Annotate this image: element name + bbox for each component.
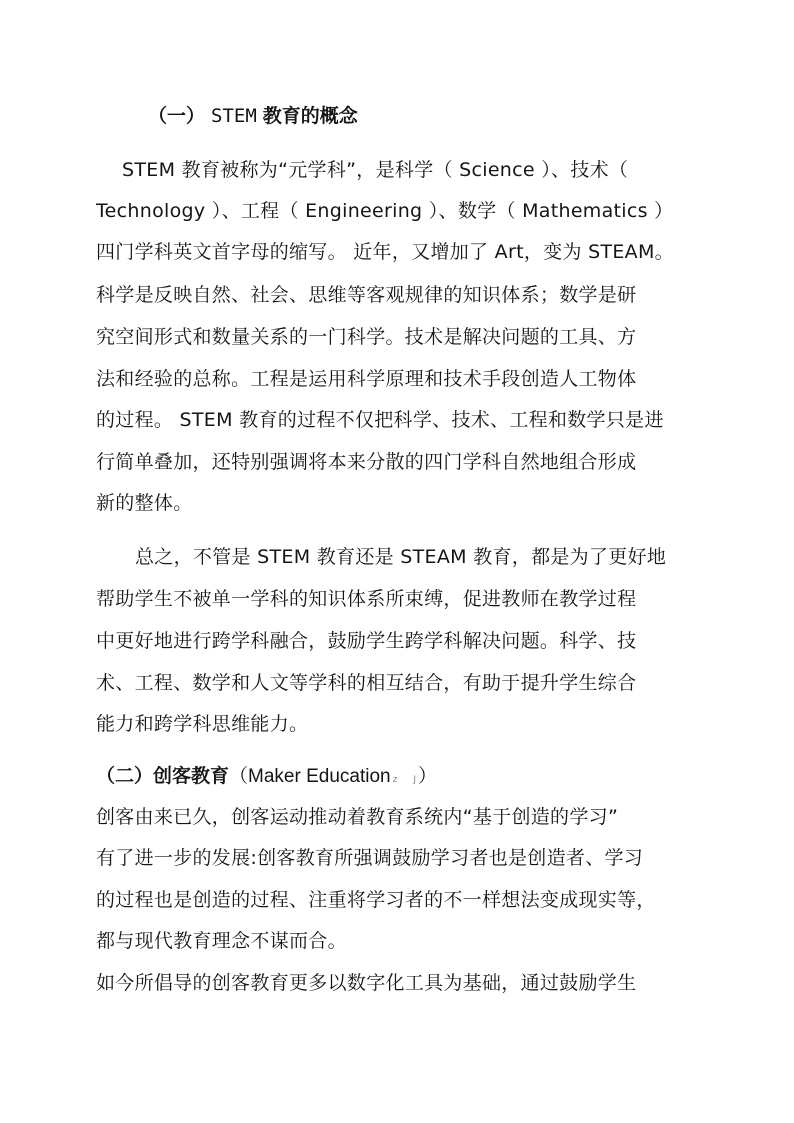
heading-title: 教育的概念 [262, 105, 358, 127]
paragraph-line: 术、工程、数学和人文等学科的相互结合，有助于提升学生综合 [96, 672, 637, 694]
paragraph-line: 的过程也是创造的过程、注重将学习者的不一样想法变成现实等， [96, 889, 656, 911]
section-heading-maker [96, 764, 437, 792]
paragraph-line: 四门学科英文首字母的缩写。 近年，又增加了 Art，变为 STEAM。 [96, 241, 674, 263]
heading-artifact: z [392, 775, 398, 785]
paragraph-line: 都与现代教育理念不谋而合。 [96, 930, 347, 952]
paragraph-line: 法和经验的总称。工程是运用科学原理和技术手段创造人工物体 [96, 368, 637, 390]
heading-close-paren: ） [418, 765, 438, 787]
heading-artifact: J [413, 775, 416, 785]
paragraph-line: 创客由来已久，创客运动推动着教育系统内“基于创造的学习” [96, 806, 619, 828]
paragraph-line: STEM 教育被称为“元学科”，是科学（ Science ）、技术（ [122, 159, 629, 181]
paragraph-line: 究空间形式和数量关系的一门科学。技术是解决问题的工具、方 [96, 326, 637, 348]
paragraph-line: 能力和跨学科思维能力。 [96, 713, 309, 735]
paragraph-line: 帮助学生不被单一学科的知识体系所束缚，促进教师在教学过程 [96, 588, 637, 610]
paragraph-line: 如今所倡导的创客教育更多以数字化工具为基础，通过鼓励学生 [96, 972, 637, 994]
paragraph-line: 行简单叠加，还特别强调将本来分散的四门学科自然地组合形成 [96, 451, 637, 473]
paragraph-line: Technology ）、工程（ Engineering ）、数学（ Mathematics ） [96, 200, 674, 222]
paragraph-line: 的过程。 STEM 教育的过程不仅把科学、技术、工程和数学只是进 [96, 409, 664, 431]
heading-latin: Maker Education [248, 766, 391, 787]
section-heading-stem [148, 104, 358, 128]
heading-open-paren: （ [229, 765, 249, 787]
paragraph-line: 中更好地进行跨学科融合，鼓励学生跨学科解决问题。科学、技 [96, 630, 637, 652]
heading-title: （二）创客教育 [96, 765, 230, 787]
heading-number: （一） [148, 105, 206, 127]
heading-latin: STEM [211, 105, 257, 127]
paragraph-line: 总之，不管是 STEM 教育还是 STEAM 教育，都是为了更好地 [135, 546, 667, 568]
paragraph-line: 新的整体。 [96, 492, 193, 514]
paragraph-line: 科学是反映自然、社会、思维等客观规律的知识体系；数学是研 [96, 284, 637, 306]
paragraph-line: 有了进一步的发展:创客教育所强调鼓励学习者也是创造者、学习 [96, 847, 644, 869]
